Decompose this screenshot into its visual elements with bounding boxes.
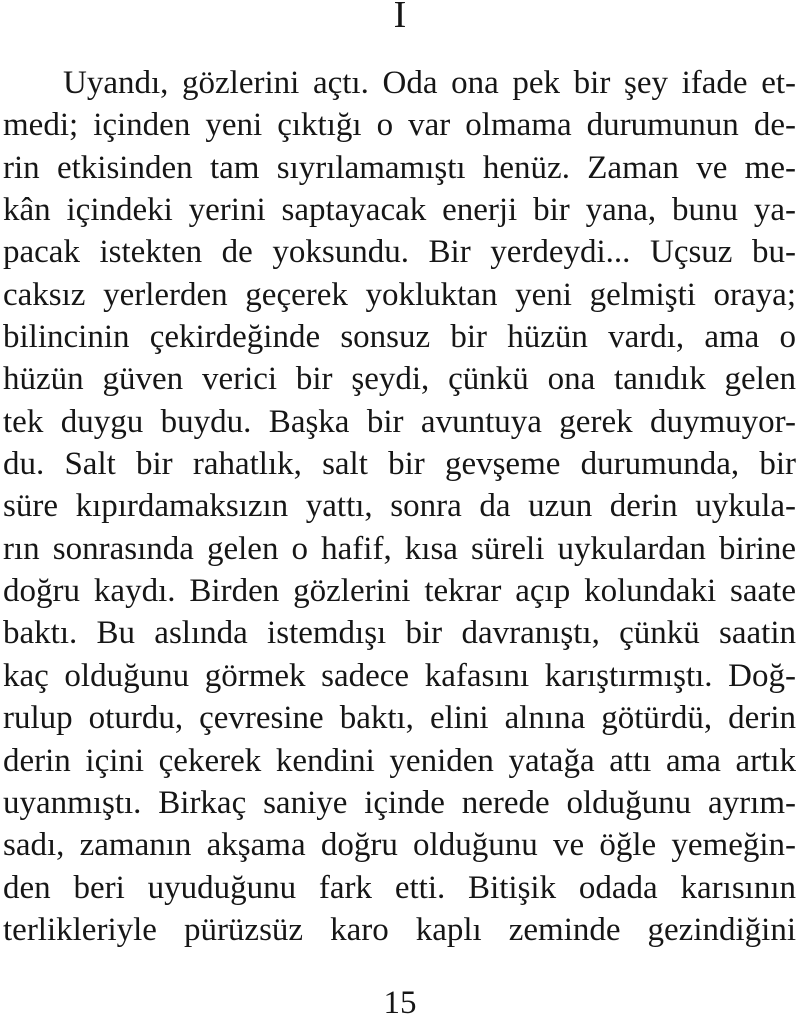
text-line: bilincinin çekirdeğinde sonsuz bir hüzün vardı, ama o (3, 319, 796, 356)
text-line: rulup oturdu, çevresine baktı, elini alnına götürdü, derin (3, 700, 796, 737)
text-line: kân içindeki yerini saptayacak enerji bir yana, bunu ya- (3, 192, 796, 229)
text-line: tek duygu buydu. Başka bir avuntuya gerek duymuyor- (3, 403, 796, 440)
text-line: baktı. Bu aslında istemdışı bir davranıştı, çünkü saatin (3, 615, 796, 652)
text-line: rın sonrasında gelen o hafif, kısa süreli uykulardan birine (3, 530, 796, 567)
text-line: caksız yerlerden geçerek yokluktan yeni gelmişti oraya; (3, 276, 796, 313)
text-line: süre kıpırdamaksızın yattı, sonra da uzun derin uykula- (3, 488, 796, 525)
paragraph (3, 62, 796, 951)
page-number: 15 (383, 985, 417, 1018)
text-line: kaç olduğunu görmek sadece kafasını karıştırmıştı. Doğ- (3, 657, 796, 694)
text-line: du. Salt bir rahatlık, salt bir gevşeme durumunda, bir (3, 446, 796, 483)
text-line: terlikleriyle pürüzsüz karo kaplı zeminde gezindiğini (3, 911, 796, 948)
text-line: hüzün güven verici bir şeydi, çünkü ona tanıdık gelen (3, 361, 796, 398)
text-line: uyanmıştı. Birkaç saniye içinde nerede olduğunu ayrım- (3, 784, 796, 821)
text-line: doğru kaydı. Birden gözlerini tekrar açıp kolundaki saate (3, 573, 796, 610)
text-line: sadı, zamanın akşama doğru olduğunu ve öğle yemeğin- (3, 827, 796, 864)
text-line: rin etkisinden tam sıyrılamamıştı henüz. Zaman ve me- (3, 149, 796, 186)
text-line: pacak istekten de yoksundu. Bir yerdeydi... Uçsuz bu- (3, 234, 796, 271)
text-line: medi; içinden yeni çıktığı o var olmama durumunun de- (3, 107, 796, 144)
chapter-heading: I (393, 0, 407, 36)
text-line: Uyandı, gözlerini açtı. Oda ona pek bir şey ifade et- (63, 65, 796, 101)
text-line: derin içini çekerek kendini yeniden yatağa attı ama artık (3, 742, 796, 779)
text-line: den beri uyuduğunu fark etti. Bitişik odada karısının (3, 869, 796, 906)
